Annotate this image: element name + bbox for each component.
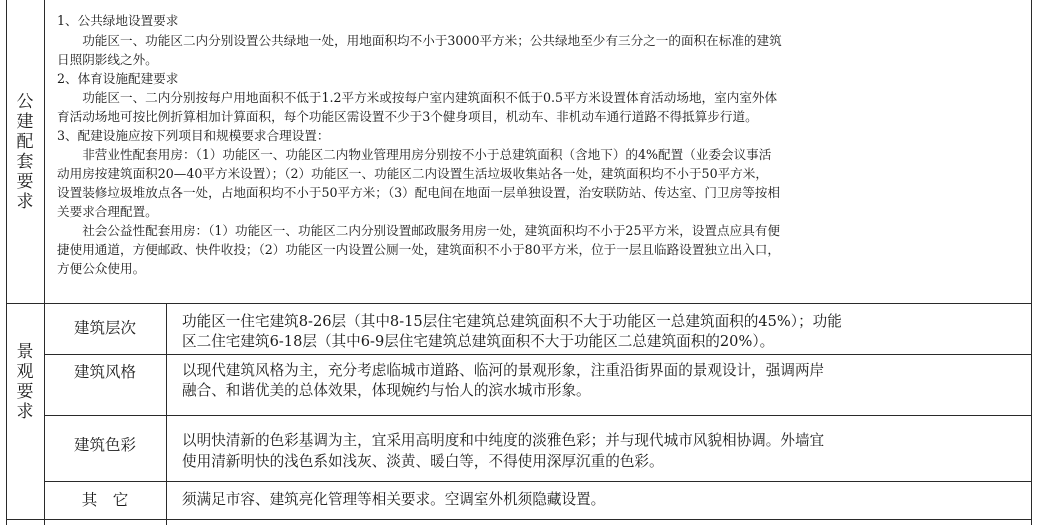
landscape-label [14, 342, 36, 422]
row-title-building-style: 建筑风格 [73, 363, 136, 381]
paragraph-line: 日照阴影线之外。 [57, 52, 158, 67]
paragraph-line: 1、公共绿地设置要求 [57, 13, 179, 28]
label-char: 要 [16, 172, 34, 192]
subtitle-column-divider [166, 303, 167, 525]
paragraph-line: 2、体育设施配建要求 [57, 71, 179, 86]
paragraph-line: 动用房按建筑面积20—40平方米设置）；（2）功能区一、功能区二内设置生活垃圾收集站各一处，建筑面积均不小于50平方米， [57, 166, 768, 181]
row-text-line: 功能区一住宅建筑8-26层（其中8-15层住宅建筑总建筑面积不大于功能区一总建筑面积的45%）；功能 [182, 313, 842, 330]
paragraph-line: 3、配建设施应按下列项目和规模要求合理设置： [57, 128, 330, 143]
row-title-other: 其 它 [81, 491, 129, 509]
label-char: 建 [16, 112, 34, 132]
paragraph-line: 设置装修垃圾堆放点各一处，占地面积均不小于50平方米；（3）配电间在地面一层单独设置，治安联防站、传达室、门卫房等按相 [57, 185, 780, 200]
label-char: 求 [16, 402, 34, 422]
row-text-line: 使用清新明快的浅色系如浅灰、淡黄、暖白等，不得使用深厚沉重的色彩。 [182, 453, 664, 470]
row-text-line: 以明快清新的色彩基调为主，宜采用高明度和中纯度的淡雅色彩；并与现代城市风貌相协调。外墙宜 [182, 432, 825, 449]
row-title-building-height: 建筑层次 [73, 319, 136, 337]
section-divider [6, 303, 1032, 304]
label-char: 景 [16, 342, 34, 362]
paragraph-line: 育活动场地可按比例折算相加计算面积，每个功能区需设置不少于3个健身项目，机动车、非机动车通行道路不得抵算步行道。 [57, 109, 758, 124]
label-char: 求 [16, 192, 34, 212]
row-text-line: 融合、和谐优美的总体效果，体现婉约与怡人的滨水城市形象。 [182, 382, 591, 399]
paragraph-line: 关要求合理配置。 [57, 204, 158, 219]
right-border [1031, 0, 1032, 525]
paragraph-line: 方便公众使用。 [57, 261, 146, 276]
row-divider-1 [44, 354, 1032, 355]
row-text-line: 区二住宅建筑6-18层（其中6-9层住宅建筑总建筑面积不大于功能区二总建筑面积的20%）。 [182, 333, 775, 350]
left-border [6, 0, 7, 525]
row-divider-3 [44, 481, 1032, 482]
public-facility-label [14, 92, 36, 212]
label-char: 配 [16, 132, 34, 152]
label-char: 公 [16, 92, 34, 112]
label-char: 套 [16, 152, 34, 172]
row-text-line: 须满足市容、建筑亮化管理等相关要求。空调室外机须隐藏设置。 [182, 491, 606, 508]
row-title-building-color: 建筑色彩 [73, 436, 136, 454]
label-char: 观 [16, 362, 34, 382]
bottom-divider [6, 519, 1032, 520]
label-char: 要 [16, 382, 34, 402]
paragraph-line: 捷使用通道，方便邮政、快件收投；（2）功能区一内设置公厕一处，建筑面积不小于80平方米，位于一层且临路设置独立出入口， [57, 242, 780, 257]
paragraph-line: 非营业性配套用房：（1）功能区一、功能区二内物业管理用房分别按不小于总建筑面积（含地下）的4%配置（业委会议事活 [57, 147, 772, 162]
row-divider-2 [44, 415, 1032, 416]
paragraph-line: 功能区一、二内分别按每户用地面积不低于1.2平方米或按每户室内建筑面积不低于0.5平方米设置体育活动场地，室内室外体 [57, 90, 778, 105]
paragraph-line: 社会公益性配套用房：（1）功能区一、功能区二内分别设置邮政服务用房一处，建筑面积均不小于25平方米，设置点应具有便 [57, 223, 780, 238]
row-text-line: 以现代建筑风格为主，充分考虑临城市道路、临河的景观形象，注重沿街界面的景观设计，强调两岸 [182, 362, 825, 379]
paragraph-line: 功能区一、功能区二内分别设置公共绿地一处，用地面积均不小于3000平方米；公共绿地至少有三分之一的面积在标准的建筑 [57, 33, 782, 48]
